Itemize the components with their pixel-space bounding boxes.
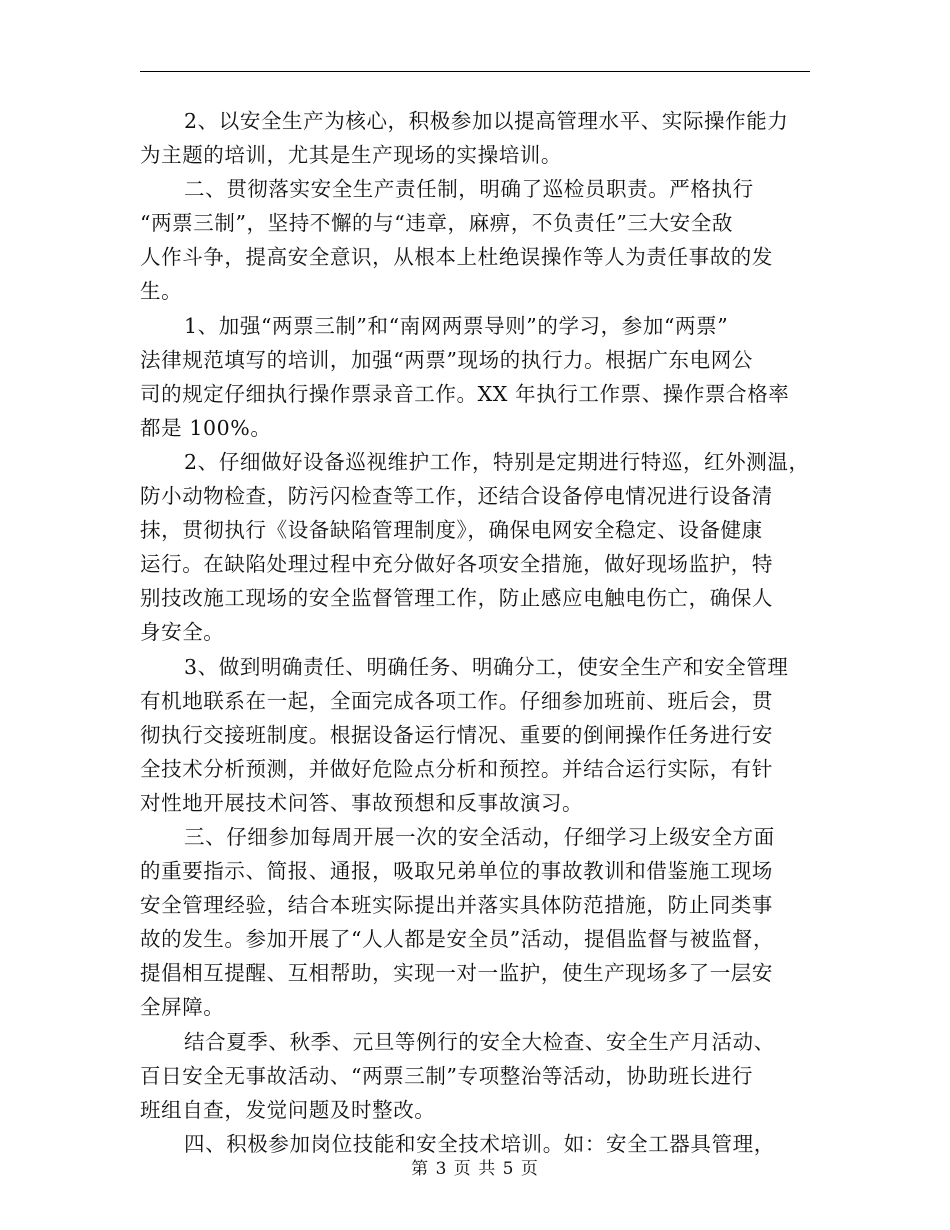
- text-line: 2、仔细做好设备巡视维护工作，特别是定期进行特巡，红外测温，: [184, 449, 810, 474]
- text-line: 全屏障。: [140, 995, 225, 1020]
- text-line: 3、做到明确责任、明确任务、明确分工，使安全生产和安全管理: [184, 654, 789, 679]
- text-line: 为主题的培训，尤其是生产现场的实操培训。: [140, 143, 562, 168]
- text-line: “两票三制”，坚持不懈的与“违章，麻痹，不负责任”三大安全敌: [140, 211, 733, 236]
- text-line: 有机地联系在一起，全面完成各项工作。仔细参加班前、班后会，贯: [140, 688, 773, 713]
- document-body: [140, 104, 820, 1161]
- text-line: 1、加强“两票三制”和“南网两票导则”的学习，参加“两票”: [184, 313, 729, 338]
- text-line: 班组自查，发觉问题及时整改。: [140, 1097, 436, 1122]
- text-line: 百日安全无事故活动、“两票三制”专项整治等活动，协助班长进行: [140, 1063, 753, 1088]
- text-line: 故的发生。参加开展了“人人都是安全员”活动，提倡监督与被监督，: [140, 927, 775, 952]
- text-line: 防小动物检查，防污闪检查等工作，还结合设备停电情况进行设备清: [140, 484, 773, 509]
- text-line: 法律规范填写的培训，加强“两票”现场的执行力。根据广东电网公: [140, 347, 753, 372]
- text-line: 别技改施工现场的安全监督管理工作，防止感应电触电伤亡，确保人: [140, 586, 773, 611]
- text-line: 对性地开展技术问答、事故预想和反事故演习。: [140, 790, 584, 815]
- text-line: 结合夏季、秋季、元旦等例行的安全大检查、安全生产月活动、: [184, 1029, 775, 1054]
- text-line: 抹，贯彻执行《设备缺陷管理制度》，确保电网安全稳定、设备健康: [140, 518, 763, 543]
- text-line: 生。: [140, 279, 183, 304]
- text-line: 安全管理经验，结合本班实际提出并落实具体防范措施，防止同类事: [140, 893, 773, 918]
- text-line: 人作斗争，提高安全意识，从根本上杜绝误操作等人为责任事故的发: [140, 245, 773, 270]
- text-line: 的重要指示、简报、通报，吸取兄弟单位的事故教训和借鉴施工现场: [140, 859, 773, 884]
- page-number-footer: 第 3 页 共 5 页: [411, 1159, 539, 1179]
- text-line: 三、仔细参加每周开展一次的安全活动，仔细学习上级安全方面: [184, 824, 775, 849]
- text-line: 都是 100%。: [140, 415, 272, 440]
- header-rule: [140, 71, 810, 72]
- text-line: 身安全。: [140, 620, 225, 645]
- text-line: 二、贯彻落实安全生产责任制，明确了巡检员职责。严格执行: [184, 177, 754, 202]
- text-line: 2、以安全生产为核心，积极参加以提高管理水平、实际操作能力: [184, 109, 789, 133]
- text-line: 司的规定仔细执行操作票录音工作。XX 年执行工作票、操作票合格率: [140, 381, 790, 406]
- text-line: 提倡相互提醒、互相帮助，实现一对一监护，使生产现场多了一层安: [140, 961, 773, 986]
- text-line: 运行。在缺陷处理过程中充分做好各项安全措施，做好现场监护，特: [140, 552, 773, 577]
- text-line: 全技术分析预测，并做好危险点分析和预控。并结合运行实际，有针: [140, 756, 773, 781]
- text-line: 四、积极参加岗位技能和安全技术培训。如：安全工器具管理，: [184, 1131, 775, 1156]
- text-line: 彻执行交接班制度。根据设备运行情况、重要的倒闸操作任务进行安: [140, 722, 773, 747]
